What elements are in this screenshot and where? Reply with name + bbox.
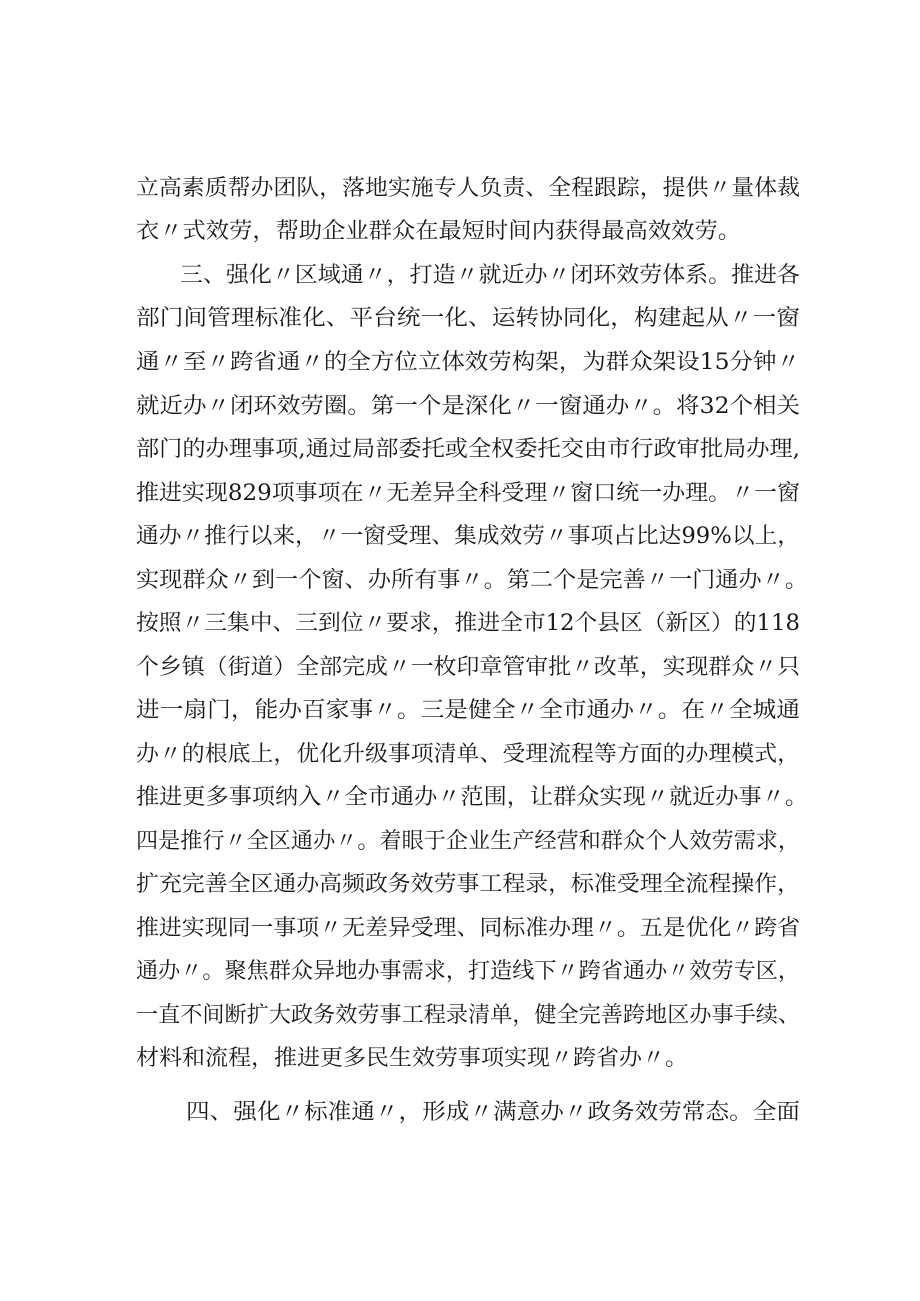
text-line: 立高素质帮办团队，落地实施专人负责、全程跟踪，提供〃量体裁 — [136, 176, 800, 201]
text-line: 四是推行〃全区通办〃。着眼于企业生产经营和群众个人效劳需求， — [136, 829, 800, 854]
text-line: 按照〃三集中、三到位〃要求，推进全市12个县区（新区）的118 — [136, 611, 800, 636]
text-line: 部门间管理标准化、平台统一化、运转协同化，构建起从〃一窗 — [136, 306, 800, 331]
text-line: 四、强化〃标准通〃，形成〃满意办〃政务效劳常态。全面 — [186, 1100, 800, 1125]
text-line: 扩充完善全区通办高频政务效劳事工程录，标准受理全流程操作， — [136, 872, 800, 897]
text-line: 推进更多事项纳入〃全市通办〃范围，让群众实现〃就近办事〃。 — [136, 785, 808, 810]
text-line: 推进实现829项事项在〃无差异全科受理〃窗口统一办理。〃一窗 — [136, 481, 800, 506]
text-line: 实现群众〃到一个窗、办所有事〃。第二个是完善〃一门通办〃。 — [136, 568, 808, 593]
text-line: 材料和流程，推进更多民生效劳事项实现〃跨省办〃。 — [136, 1046, 688, 1071]
text-line: 就近办〃闭环效劳圈。第一个是深化〃一窗通办〃。将32个相关 — [136, 394, 800, 419]
text-line: 推进实现同一事项〃无差异受理、同标准办理〃。五是优化〃跨省 — [136, 916, 800, 941]
text-line: 个乡镇（街道）全部完成〃一枚印章管审批〃改革，实现群众〃只 — [136, 655, 800, 680]
text-line: 三、强化〃区域通〃，打造〃就近办〃闭环效劳体系。推进各 — [180, 263, 800, 288]
text-line: 通办〃。聚焦群众异地办事需求，打造线下〃跨省通办〃效劳专区， — [136, 959, 800, 984]
text-line: 部门的办理事项,通过局部委托或全权委托交由市行政审批局办理, — [136, 437, 801, 462]
text-line: 办〃的根底上，优化升级事项清单、受理流程等方面的办理模式， — [136, 742, 800, 767]
text-line: 一直不间断扩大政务效劳事工程录清单，健全完善跨地区办事手续、 — [136, 1003, 800, 1028]
text-line: 衣〃式效劳，帮助企业群众在最短时间内获得最高效效劳。 — [136, 219, 741, 244]
text-line: 通办〃推行以来，〃一窗受理、集成效劳〃事项占比达99%以上， — [136, 524, 800, 549]
text-line: 通〃至〃跨省通〃的全方位立体效劳构架，为群众架设15分钟〃 — [136, 350, 800, 375]
text-line: 进一扇门，能办百家事〃。三是健全〃全市通办〃。在〃全城通 — [136, 698, 800, 723]
